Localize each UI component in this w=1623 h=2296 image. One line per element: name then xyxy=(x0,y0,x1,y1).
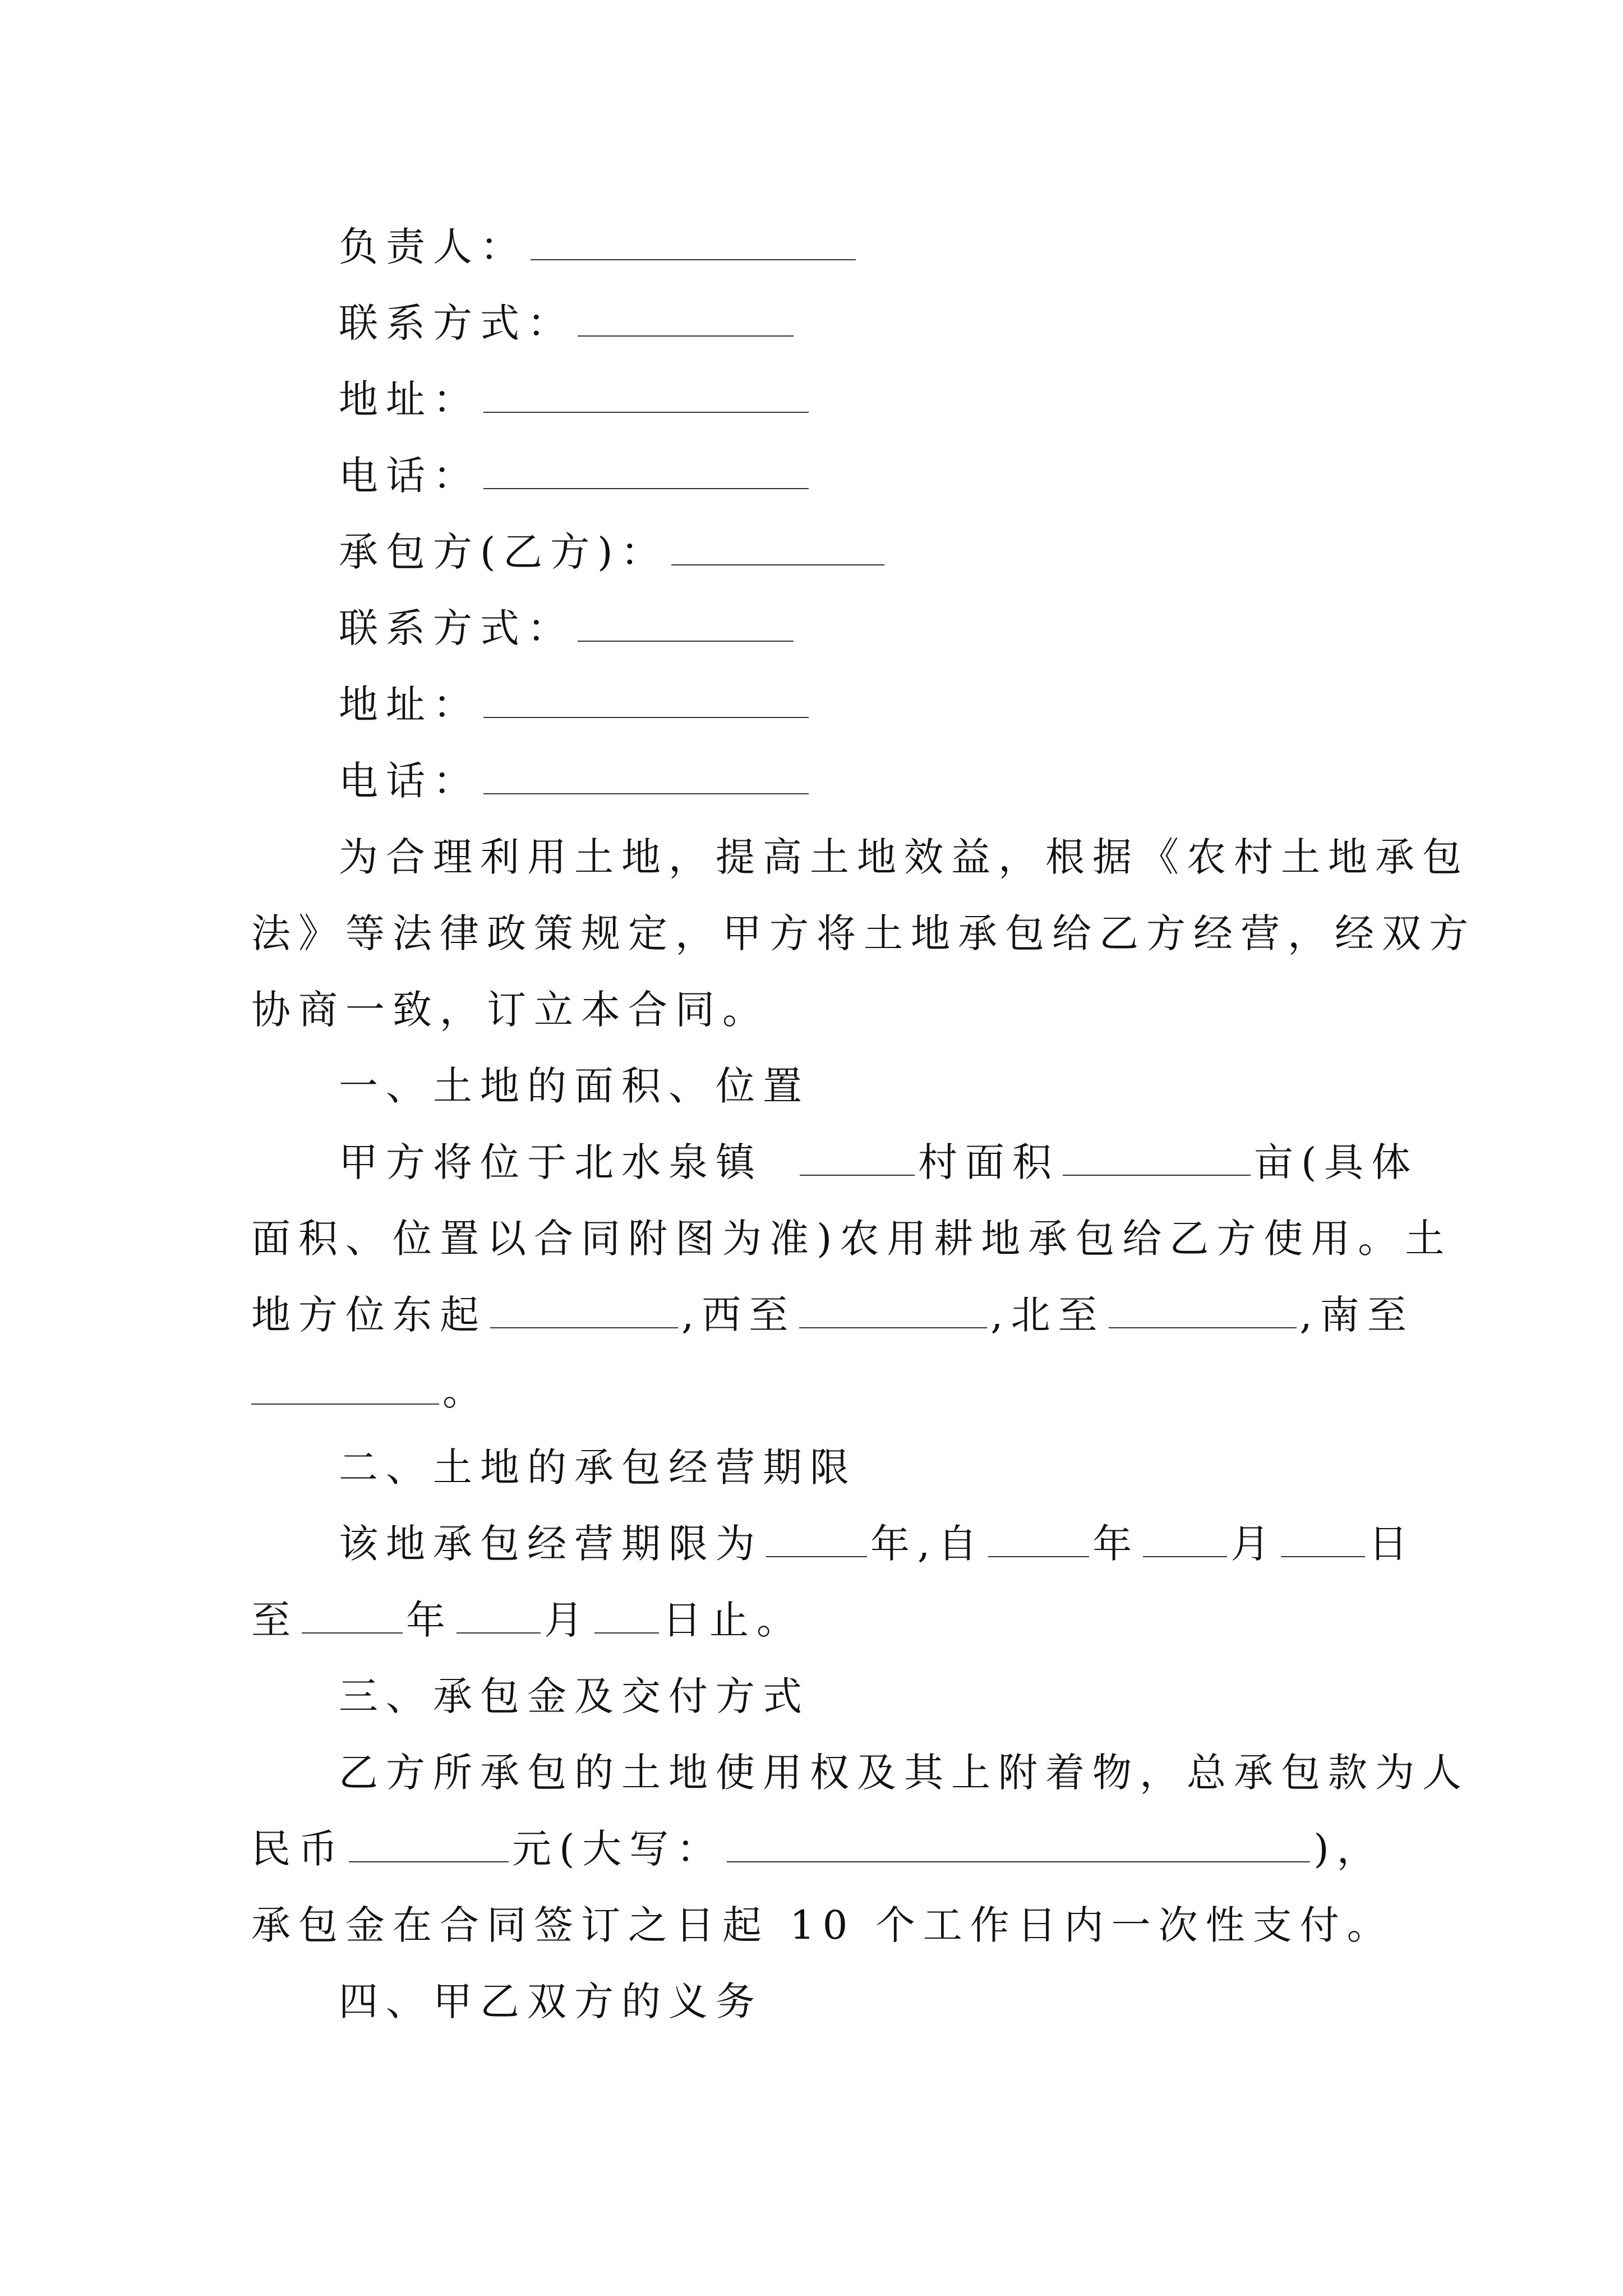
term-to-label: 至 xyxy=(251,1597,298,1643)
section-4-heading: 四、甲乙双方的义务 xyxy=(339,1978,763,2024)
term-years-blank[interactable] xyxy=(766,1521,867,1557)
section-1-end: 。 xyxy=(442,1368,490,1414)
south-boundary-blank[interactable] xyxy=(251,1369,439,1405)
start-month-label: 月 xyxy=(1230,1521,1278,1567)
rmb-label: 民币 xyxy=(251,1826,345,1872)
party-a-contact-label: 联系方式： xyxy=(339,300,574,346)
section-1-north-label: ,北至 xyxy=(990,1292,1105,1338)
start-month-blank[interactable] xyxy=(1143,1521,1227,1557)
section-3-line-1: 乙方所承包的土地使用权及其上附着物，总承包款为人 xyxy=(339,1750,1469,1796)
party-a-manager-label: 负责人： xyxy=(339,224,527,270)
section-1-text-c: 亩(具体 xyxy=(1254,1139,1419,1185)
party-a-address-row xyxy=(339,372,1392,426)
preamble-line-1: 为合理利用土地，提高土地效益，根据《农村土地承包 xyxy=(339,834,1469,880)
end-year-blank[interactable] xyxy=(302,1598,403,1634)
party-b-contact-blank[interactable] xyxy=(578,606,794,642)
party-b-title-label: 承包方(乙方)： xyxy=(339,529,668,575)
preamble-line-2: 法》等法律政策规定，甲方将土地承包给乙方经营，经双方 xyxy=(251,910,1476,956)
party-b-address-label: 地址： xyxy=(339,682,480,728)
section-1-line-1 xyxy=(339,1135,1419,1189)
east-boundary-blank[interactable] xyxy=(490,1292,678,1328)
section-2-heading: 二、土地的承包经营期限 xyxy=(339,1444,857,1490)
end-month-label: 月 xyxy=(544,1597,591,1643)
party-a-manager-blank[interactable] xyxy=(531,224,856,260)
end-year-label: 年 xyxy=(406,1597,453,1643)
west-boundary-blank[interactable] xyxy=(799,1292,987,1328)
party-a-contact-row xyxy=(339,296,1392,350)
term-from-label: 年,自 xyxy=(870,1521,985,1567)
preamble-line-3: 协商一致，订立本合同。 xyxy=(251,987,769,1033)
section-3-line-3: 承包金在合同签订之日起 10 个工作日内一次性支付。 xyxy=(251,1902,1394,1948)
section-1-heading: 一、土地的面积、位置 xyxy=(339,1063,810,1109)
party-b-phone-row xyxy=(339,754,1392,808)
party-b-phone-blank[interactable] xyxy=(483,758,809,794)
party-b-contact-label: 联系方式： xyxy=(339,605,574,651)
area-blank[interactable] xyxy=(1063,1140,1251,1176)
amount-capital-label: 元(大写： xyxy=(512,1826,724,1872)
start-year-blank[interactable] xyxy=(988,1521,1089,1557)
start-day-blank[interactable] xyxy=(1281,1521,1365,1557)
start-year-label: 年 xyxy=(1092,1521,1140,1567)
start-day-label: 日 xyxy=(1368,1521,1416,1567)
section-1-east-label: 地方位东起 xyxy=(251,1292,487,1338)
section-1-line-3 xyxy=(251,1288,1414,1342)
party-a-phone-row xyxy=(339,449,1392,503)
amount-capital-blank[interactable] xyxy=(727,1826,1310,1862)
party-b-phone-label: 电话： xyxy=(339,758,480,804)
section-1-line-2: 面积、位置以合同附图为准)农用耕地承包给乙方使用。土 xyxy=(251,1216,1453,1262)
party-b-address-blank[interactable] xyxy=(483,682,809,718)
term-label: 该地承包经营期限为 xyxy=(339,1521,763,1567)
party-b-title-row xyxy=(339,525,1392,579)
section-1-south-label: ,南至 xyxy=(1299,1292,1414,1338)
party-a-manager-row xyxy=(339,220,1392,274)
party-a-phone-label: 电话： xyxy=(339,453,480,499)
party-b-contact-row xyxy=(339,601,1392,655)
end-day-blank[interactable] xyxy=(594,1598,659,1634)
amount-blank[interactable] xyxy=(349,1826,509,1862)
party-a-address-blank[interactable] xyxy=(483,377,809,413)
section-2-line-2 xyxy=(251,1593,1392,1647)
end-month-blank[interactable] xyxy=(457,1598,541,1634)
amount-capital-end: )， xyxy=(1313,1826,1384,1872)
section-1-text-a: 甲方将位于北水泉镇 xyxy=(339,1139,763,1185)
section-3-line-2 xyxy=(251,1822,1392,1876)
north-boundary-blank[interactable] xyxy=(1109,1292,1297,1328)
section-3-heading: 三、承包金及交付方式 xyxy=(339,1673,810,1719)
party-a-phone-blank[interactable] xyxy=(483,453,809,489)
section-1-text-b: 村面积 xyxy=(918,1139,1059,1185)
party-a-address-label: 地址： xyxy=(339,376,480,422)
section-2-line-1 xyxy=(339,1517,1416,1571)
party-a-contact-blank[interactable] xyxy=(578,301,794,337)
section-1-west-label: ,西至 xyxy=(681,1292,796,1338)
section-1-line-4 xyxy=(251,1364,1392,1418)
end-day-label: 日止。 xyxy=(662,1597,804,1643)
party-b-name-blank[interactable] xyxy=(671,530,884,565)
party-b-address-row xyxy=(339,678,1392,731)
village-blank[interactable] xyxy=(800,1140,915,1176)
